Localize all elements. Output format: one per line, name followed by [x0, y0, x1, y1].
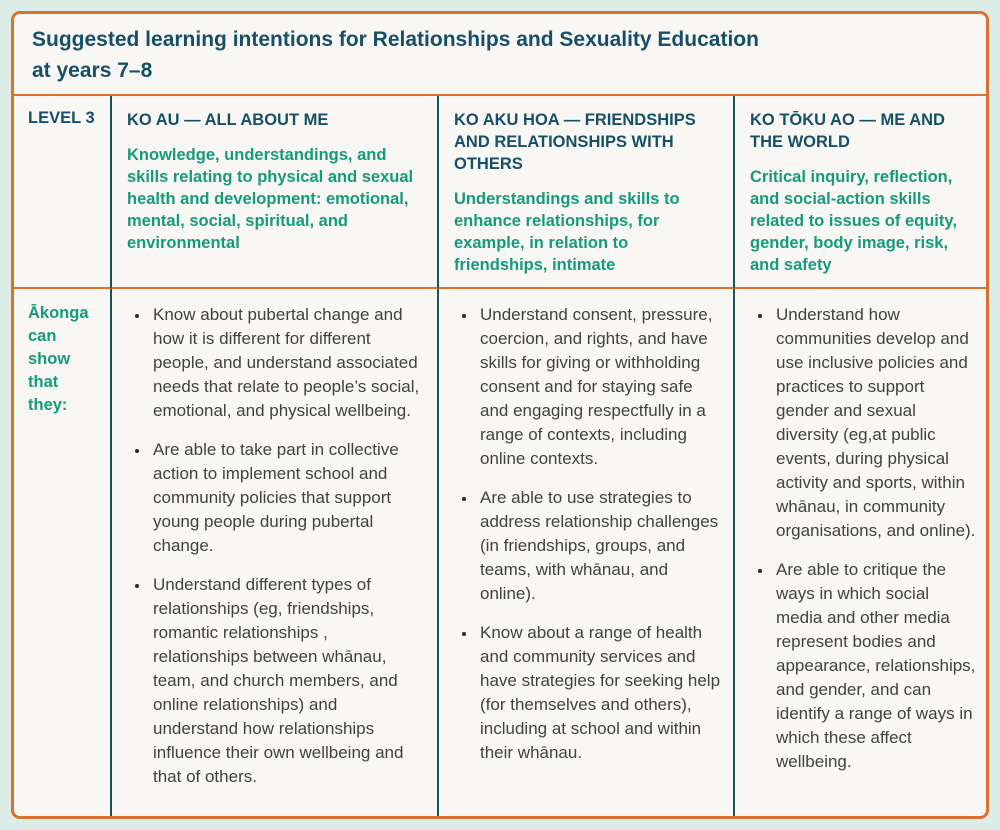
bullet-item: • Are able to use strategies to address relationship challenges (in friendships, groups, and teams, with whānau, and online). — [477, 486, 723, 606]
body-cell-ko-au — [112, 289, 439, 816]
column-heading: KO TŌKU AO — ME AND THE WORLD — [750, 111, 945, 151]
column-heading: KO AU — ALL ABOUT ME — [127, 111, 329, 129]
page-title-line2: at years 7–8 — [32, 59, 153, 82]
column-subheading: Critical inquiry, reflection, and social-action skills related to issues of equity, gender, body image, risk, and safety — [750, 168, 957, 274]
bullet-item: • Know about pubertal change and how it is different for different people, and understand associated needs that relate to people’s social, emotional, and physical wellbeing. — [150, 303, 427, 423]
bullet-item: • Understand different types of relationships (eg, friendships, romantic relationships , relationships between whānau, team, and church members, and online relationships) and understand how relationships influence their own wellbeing and that of others. — [150, 573, 427, 789]
level-label: LEVEL 3 — [28, 109, 95, 127]
bullet-item: • Are able to take part in collective action to implement school and community policies that support young people during pubertal change. — [150, 438, 427, 558]
body-cell-ko-aku-hoa — [439, 289, 735, 816]
document-panel — [11, 11, 989, 819]
row-label: Ākonga can show that they: — [28, 304, 89, 414]
column-heading: KO AKU HOA — FRIENDSHIPS AND RELATIONSHIPS WITH OTHERS — [454, 111, 696, 173]
column-header-ko-toku-ao — [735, 96, 986, 289]
body-cell-ko-toku-ao — [735, 289, 986, 816]
column-header-ko-au — [112, 96, 439, 289]
bullet-item: • Understand consent, pressure, coercion, and rights, and have skills for giving or withholding consent and for staying safe and engaging respectfully in a range of contexts, including online contexts. — [477, 303, 723, 471]
bullet-list — [453, 303, 723, 765]
bullet-list — [749, 303, 976, 774]
column-subheading: Knowledge, understandings, and skills relating to physical and sexual health and development: emotional, mental, social, spiritual, and environmental — [127, 146, 414, 252]
page-title — [14, 14, 986, 96]
column-header-ko-aku-hoa — [439, 96, 735, 289]
row-label-cell — [14, 289, 112, 816]
level-header-cell — [14, 96, 112, 289]
learning-intentions-table — [14, 96, 986, 816]
bullet-item: • Are able to critique the ways in which social media and other media represent bodies and appearance, relationships, and gender, and can identify a range of ways in which these affect wellbeing. — [773, 558, 976, 774]
bullet-item: • Understand how communities develop and use inclusive policies and practices to support gender and sexual diversity (eg,at public events, during physical activity and sports, within whānau, in community organisations, and online). — [773, 303, 976, 543]
page-title-line1: Suggested learning intentions for Relationships and Sexuality Education — [32, 28, 759, 51]
bullet-list — [126, 303, 427, 789]
bullet-item: • Know about a range of health and community services and have strategies for seeking help (for themselves and others), including at school and within their whānau. — [477, 621, 723, 765]
column-subheading: Understandings and skills to enhance relationships, for example, in relation to friendships, intimate — [454, 190, 680, 274]
